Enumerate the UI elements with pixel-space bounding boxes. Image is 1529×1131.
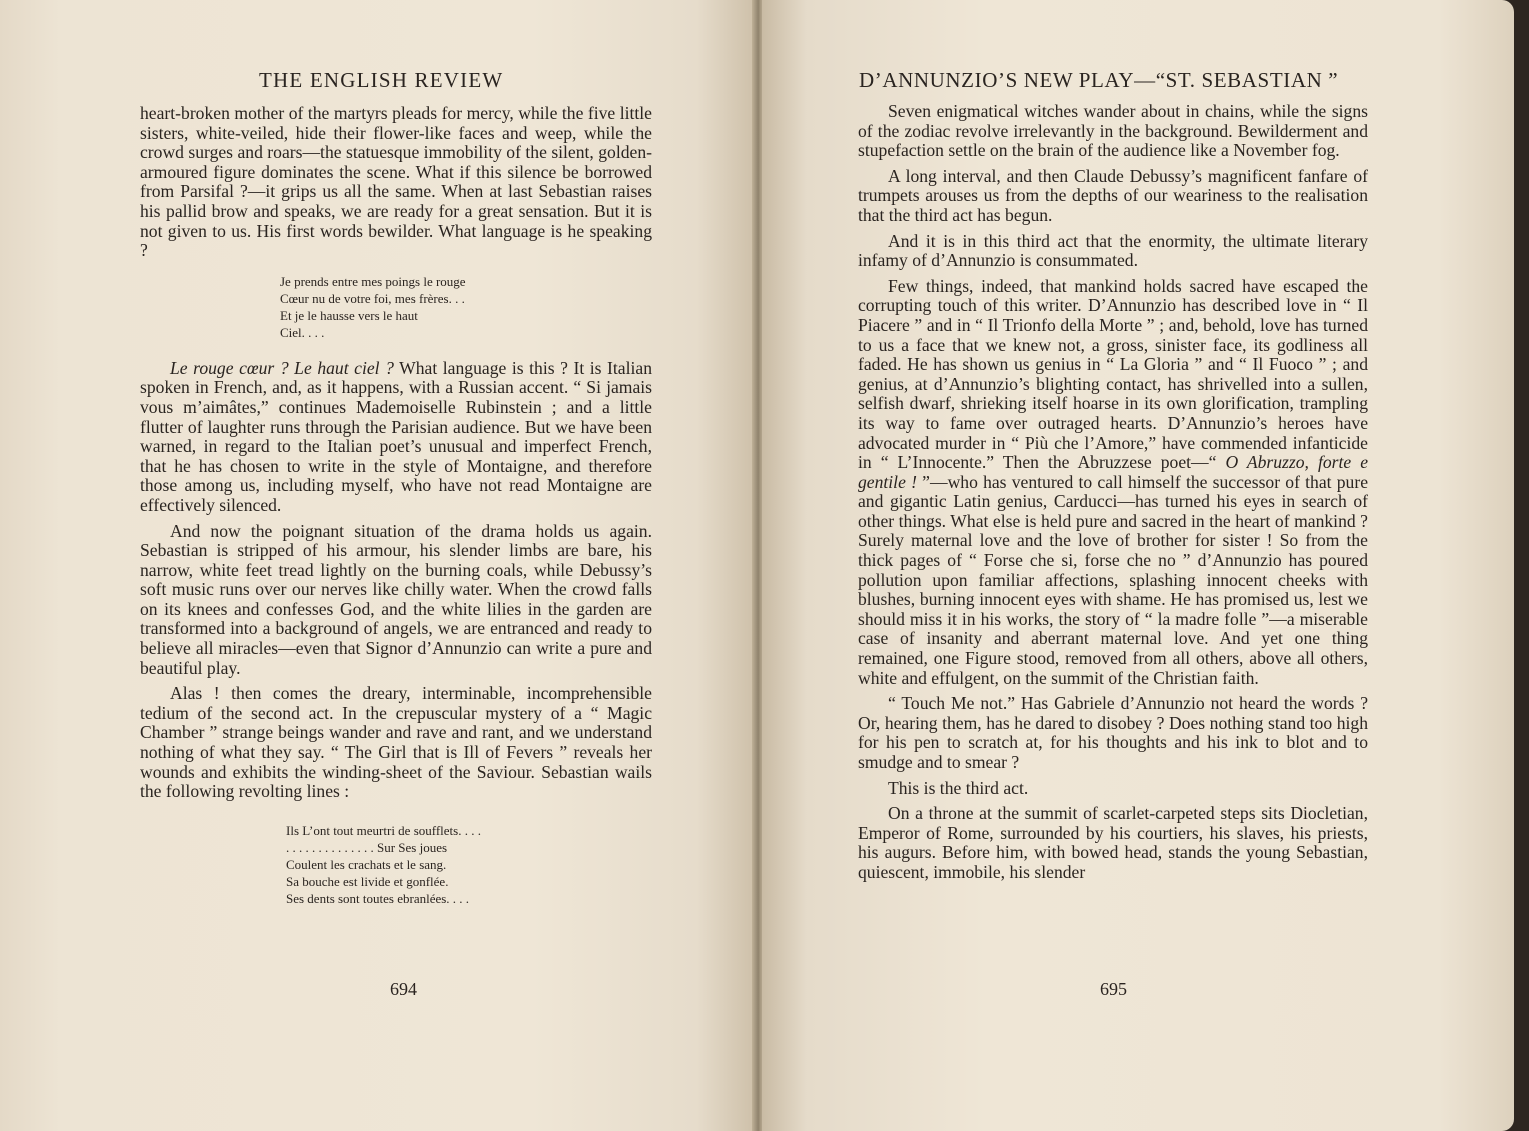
verse-line: . . . . . . . . . . . . . . Sur Ses joues <box>286 839 448 855</box>
verse-line: Et je le hausse vers le haut <box>280 307 418 323</box>
left-text-block <box>140 104 652 925</box>
verse-block <box>280 273 652 341</box>
verse-line: Ils L’ont tout meurtri de soufflets. . . . <box>286 822 481 838</box>
paragraph: And it is in this third act that the enormity, the ultimate literary infamy of d’Annunzio is consummated. <box>858 230 1368 271</box>
paragraph: On a throne at the summit of scarlet-carpeted steps sits Diocletian, Emperor of Rome, surrounded by his courtiers, his slaves, his priests, his augurs. Before him, with bowed head, stands the young Sebastian, quiescent, immobile, his slender <box>858 803 1368 882</box>
paragraph-text: ”—who has ventured to call himself the successor of that pure and gigantic Latin genius, Carducci—has turned his eyes in search of other things. What else is held pure and sacred in the heart of mankind ? Surely maternal love and the love of brother for sister ! So from the thick pages of “ Forse che si, forse che no ” d’Annunzio has poured pollution upon familiar affections, splashing innocent cheeks with blushes, burning innocent eyes with shame. He has promised us, lest we should miss it in his works, the story of “ la madre folle ”—a miserable case of insanity and aberrant maternal love. And yet one thing remained, one Figure stood, removed from all others, above all others, white and effulgent, on the summit of the Christian faith. <box>858 471 1369 688</box>
verse-line: Coulent les crachats et le sang. <box>286 856 447 872</box>
paragraph-text: Few things, indeed, that mankind holds sacred have escaped the corrupting touch of this writer. D’Annunzio has described love in “ Il Piacere ” and in “ Il Trionfo della Morte ” ; and, behold, love has turned to us a face that we knew not, a gross, sinister face, its godliness all faded. He has shown us genius in “ La Gloria ” and “ Il Fuoco ” ; and genius, at d’Annunzio’s blighting contact, has shrivelled into a sullen, selfish dwarf, shrieking itself hoarse in its own glorification, trampling its way to fame over outraged hearts. D’Annunzio’s heroes have advocated murder in “ Più che l’Amore,” have commended infanticide in “ L’Innocente.” Then the Abruzzese poet—“ <box>858 275 1368 473</box>
paragraph: Alas ! then comes the dreary, interminable, incomprehensible tedium of the second act. In the crepuscular mystery of a “ Magic Chamber ” strange beings wander and rave and rant, and we understand nothing of what they say. “ The Girl that is Ill of Fevers ” reveals her wounds and exhibits the winding-sheet of the Saviour. Sebastian wails the following revolting lines : <box>140 683 652 802</box>
paragraph <box>140 359 652 516</box>
paragraph-text: What language is this ? It is Italian spoken in French, and, as it happens, with a Russian accent. “ Si jamais vous m’aimâtes,” continues Mademoiselle Rubinstein ; and a little flutter of laughter runs through the Parisian audience. But we have been warned, in regard to the Italian poet’s unusual and imperfect French, that he has chosen to write in the style of Montaigne, and therefore those among us, including myself, who have not read Montaigne are effectively silenced. <box>140 357 652 515</box>
verse-line: Sa bouche est livide et gonflée. <box>286 873 449 889</box>
italic-quote: Le rouge cœur ? Le haut ciel ? <box>170 357 394 378</box>
paragraph: Seven enigmatical witches wander about in chains, while the signs of the zodiac revolve irrelevantly in the background. Bewilderment and stupefaction settle on the brain of the audience like a November fog. <box>858 101 1368 161</box>
paragraph: heart-broken mother of the martyrs pleads for mercy, while the five little sisters, white-veiled, hide their flower-like faces and weep, while the crowd surges and roars—the statuesque immobility of the silent, golden-armoured figure dominates the scene. What if this silence be borrowed from Parsifal ?—it grips us all the same. When at last Sebastian raises his pallid brow and speaks, we are ready for a great sensation. But it is not given to us. His first words bewilder. What language is he speaking ? <box>140 103 652 261</box>
page-number-right: 695 <box>1100 979 1127 999</box>
page-number-left: 694 <box>390 979 417 999</box>
verse-line: Cœur nu de votre foi, mes frères. . . <box>280 290 465 306</box>
verse-line: Je prends entre mes poings le rouge <box>280 273 466 289</box>
verse-line: Ciel. . . . <box>280 324 325 340</box>
right-page <box>762 0 1514 1131</box>
paragraph: And now the poignant situation of the drama holds us again. Sebastian is stripped of his armour, his slender limbs are bare, his narrow, white feet tread lightly on the burning coals, while Debussy’s soft music runs over our nerves like chilly water. When the crowd falls on its knees and confesses God, and the white lilies in the garden are transformed into a background of angels, we are entranced and ready to believe all miracles—even that Signor d’Annunzio can write a pure and beautiful play. <box>140 520 652 678</box>
running-head-right: D’ANNUNZIO’S NEW PLAY—“ST. SEBASTIAN ” <box>859 68 1339 92</box>
left-page <box>0 0 757 1131</box>
italic-quote: O Abruzzo, forte e gentile ! <box>858 452 1368 492</box>
right-text-block <box>858 102 1368 883</box>
paragraph: This is the third act. <box>888 777 1029 798</box>
paragraph: A long interval, and then Claude Debussy’s magnificent fanfare of trumpets arouses us from the depths of our weariness to the realisation that the third act has begun. <box>858 165 1368 225</box>
verse-line: Ses dents sont toutes ebranlées. . . . <box>286 890 470 906</box>
paragraph: “ Touch Me not.” Has Gabriele d’Annunzio not heard the words ? Or, hearing them, has he dared to disobey ? Does nothing stand too high for his pen to scratch at, for his thoughts and his ink to blot and to smudge and to smear ? <box>858 693 1368 772</box>
verse-block <box>286 822 652 907</box>
running-head-left: THE ENGLISH REVIEW <box>259 68 504 92</box>
paragraph <box>858 277 1368 688</box>
